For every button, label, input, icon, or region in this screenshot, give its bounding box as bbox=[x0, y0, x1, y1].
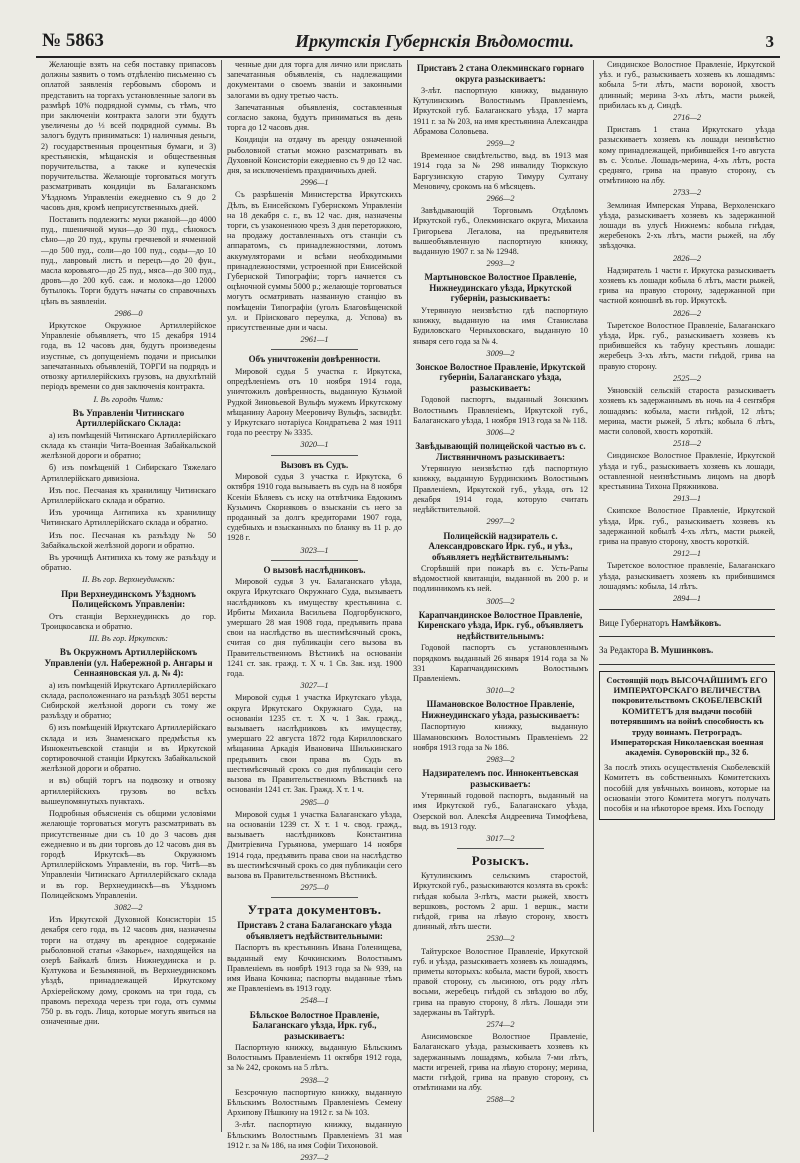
divider bbox=[599, 664, 775, 665]
paragraph: Временное свидѣтельство, выд. въ 1913 мая 1914 года за № 298 инвалиду Тюркскую Баргузинскую старую Тимуру Султану Меновичу, срокомъ на 6 мѣсяцевъ. bbox=[413, 151, 588, 191]
section-heading: Зонское Волостное Правленіе, Иркутской губерніи, Балаганскаго уѣзда, разыскиваетъ: bbox=[415, 361, 586, 393]
paragraph: а) изъ помѣщеній Читинскаго Артиллерійскаго склада къ станціи Чита-Военная Забайкальской желѣзной дороги и обратно; bbox=[41, 430, 216, 461]
paragraph: Годовой паспортъ, выданный Зонскимъ Волостнымъ Правленіемъ, Иркутской губ., Балаганскаго уѣзда, 1 ноября 1913 года за № 118. bbox=[413, 395, 588, 425]
section-title: II. Въ гор. Верхнеудинскѣ: bbox=[82, 575, 175, 585]
issue-number: № 5863 bbox=[42, 30, 104, 51]
notice-number: 3017—2 bbox=[486, 833, 515, 843]
divider bbox=[271, 349, 359, 350]
masthead bbox=[36, 22, 780, 58]
divider bbox=[271, 897, 359, 898]
paragraph: ченные дни для торга для лично или прислать запечатанныя объявленія, съ надлежащими документами о своемъ званіи и законными залогами въ одну третью часть. bbox=[227, 60, 402, 100]
section-heading: О вызовѣ наслѣдниковъ. bbox=[263, 564, 366, 575]
paragraph: Мировой судья 1 участка Балаганскаго уѣзда, на основаніи 1239 ст. X т. 1 ч. свод. гражд., вызываетъ наслѣдниковъ Константина Дмитріевича Гурьянова, умершаго 14 ноября 1914 года, предъявить права свои на наслѣдство въ шестимѣсячный срокъ со дня публикаціи сего вызова въ Правительственномъ Вѣстникѣ. bbox=[227, 809, 402, 880]
section-heading: Завѣдывающій полицейской частью въ с. Листвяничномъ разыскиваетъ: bbox=[415, 441, 586, 462]
notice-number: 2826—2 bbox=[672, 253, 702, 263]
column-4 bbox=[594, 60, 780, 1132]
notice-number: 2733—2 bbox=[672, 188, 702, 198]
paragraph: Утерянный годовой паспортъ, выданный на имя Иркутской губ., Балаганскаго уѣзда, Озерской вол. Алексѣя Андреевича Тимофѣева, выд. въ 1913 году. bbox=[413, 791, 588, 831]
paragraph: Изъ пос. Песчаная къ хранилищу Читинскаго Артиллерійскаго склада и обратно. bbox=[41, 485, 216, 505]
notice-number: 2588—2 bbox=[486, 1095, 515, 1105]
notice-number: 3082—2 bbox=[114, 902, 143, 912]
divider bbox=[271, 455, 359, 456]
notice-number: 2937—2 bbox=[300, 1153, 329, 1163]
notice-number: 2975—0 bbox=[300, 883, 329, 893]
signature-vice-governor bbox=[599, 618, 775, 628]
signature-name: В. Мушинковъ. bbox=[650, 645, 714, 656]
notice-number: 2574—2 bbox=[486, 1020, 515, 1029]
notice-number: 2983—2 bbox=[486, 754, 515, 764]
skobelev-committee-notice bbox=[599, 671, 775, 820]
paragraph: Завѣдывающій Торговымъ Отдѣломъ Иркутской губ., Олекминскаго округа, Михаила Григорьева Легалова, на предъявителя вышеобъявленную паспортную книжку, выданную 1907 г. за № 12948. bbox=[413, 206, 588, 257]
divider bbox=[457, 848, 545, 849]
paragraph: Мировой судья 3 участка г. Иркутска, 6 октября 1910 года вызываетъ въ судъ на 8 ноября Ксеніи Бѣляевъ съ иску на отвѣтчика Евдокимъ Кузьмичъ Скорняковъ о взысканіи съ него за проданный за долгъ кредиторами 1907 года, судебныхъ и взысканныхъ по бланку въ 11 р. до 1928 г. bbox=[227, 472, 402, 543]
paragraph: Надзиратель 1 части г. Иркутска разыскиваетъ хозяевъ къ лошади кобыла 6 лѣтъ, масти рыжей, грива на правую сторону, задержанной при частной конюшнѣ въ гор. Иркутскѣ. bbox=[599, 265, 775, 306]
paragraph: б) изъ помѣщеній 1 Сибирскаго Тяжелаго Артиллерійскаго дивизіона. bbox=[41, 463, 216, 483]
notice-number: 2548—1 bbox=[300, 996, 329, 1006]
paragraph: Землиная Имперская Управа, Верхоленскаго уѣзда, разыскиваетъ хозяевъ къ задержанной лошади въ улусѣ Нижнемъ: кобыла гнѣдая, жеребенокъ 2-хъ лѣтъ, масти рыжей, на лбу звѣздочка. bbox=[599, 200, 775, 251]
divider bbox=[271, 560, 359, 561]
column-2 bbox=[222, 60, 408, 1163]
notice-number: 2912—1 bbox=[672, 549, 702, 559]
notice-number: 2985—0 bbox=[300, 797, 329, 807]
paragraph: Мировой судья 1 участка Иркутскаго уѣзда, округа Иркутскаго Окружнаго Суда, на основаніи 1235 ст. т. X ч. 1 Зак. гражд., вызываетъ наслѣдниковъ къ имуществу, умершаго 22 августа 1872 года Кирилловскаго мѣщанина Аркадія Ивановича Шилькинскаго предъявить свои права въ Судъ въ шестимѣсячный срокъ со дня публикаціи сего вызова въ Правительственномъ Вѣстникѣ на основаніи 1241 ст. Зак. Гражд. X т. 1 ч. bbox=[227, 693, 402, 795]
paragraph: Изъ Иркутской Духовной Консисторіи 15 декабря сего года, въ 12 часовъ дня, назначены торги на отдачу въ арендное содержаніе рыболовной статьи «Закорье», находящейся на озерѣ Байкалѣ близъ Нижнеудинска и р. Култукова и Безымянной, въ Верхнеудинскомъ уѣздѣ, принадлежащей Иркутскому Архіерейскому дому, срокомъ на три года, съ правомъ перехода черезъ три года, отъ суммы 750 р. въ годъ. Лица, которые могутъ явиться на означенные дни. bbox=[41, 915, 216, 1027]
section-heading: Приставъ 2 стана Балаганскаго уѣзда объявляетъ недѣйствительными: bbox=[237, 920, 392, 941]
section-heading: Шамановское Волостное Правленіе, Нижнеудинскаго уѣзда, разыскиваетъ: bbox=[421, 699, 580, 720]
paragraph: Безсрочную паспортную книжку, выданную Бѣльскимъ Волостнымъ Правленіемъ Семену Архипову Пѣшкину на 1912 г. за № 103. bbox=[227, 1087, 402, 1118]
paragraph: Паспортъ въ крестьянинъ Ивана Голенищева, выданный ему Кочкинскимъ Волостнымъ Правленіемъ въ ноябрѣ 1913 года за № 939, на имя Ивана Кочкина; паспорты выданные тѣмъ же Правленіемъ въ 1913 году. bbox=[227, 943, 402, 994]
signature-label: Вице Губернаторъ bbox=[599, 618, 670, 629]
paragraph: Мировой судья 3 уч. Балаганскаго уѣзда, округа Иркутскаго Окружнаго Суда, вызываетъ наслѣдниковъ къ имуществу крестьянина с. Ирбиты Михаила Васильева Подгорбунского, умершаго 28 мая 1908 года, предъявить права свои на наслѣдство въ шестимѣсячный срокъ, считая со дня публикаціи сего вызова въ Правительственномъ Вѣстникѣ на основаніи 1241 ст. зак. гражд. т. X ч. 1 Св. Зак. изд. 1900 года. bbox=[227, 577, 402, 679]
signature-editor bbox=[599, 645, 775, 655]
notice-number: 2913—1 bbox=[672, 494, 702, 504]
paragraph: и въ) общій торгъ на подвозку и отвозку артиллерійскихъ грузовъ во всѣхъ вышеупомянутыхъ пунктахъ. bbox=[41, 776, 216, 806]
paragraph: Поставить подлежитъ: муки ржаной—до 4000 пуд., пшеничной муки—до 30 пуд., сѣнокосъ сѣно—до 20 пуд., крупы гречневой и ячменной—до 500 пуд., соли—до 100 пуд., соды—до 10 пуд., лавровый листъ и перецъ—до 20 фун., масла коровьяго—до 25 пуд., мяса—до 300 пуд., дровъ—до 200 куб. саж. и молока—до 12000 бутылокъ. Торги будутъ начаты со справочныхъ цѣнъ въ заявленіи. bbox=[41, 215, 216, 306]
paragraph: Уяновскій сельскій староста разыскиваетъ хозяевъ къ задержаннымъ въ ночь на 4 сентября лошадямъ: кобыла, масти гнѣдой, 12 лѣтъ; мерина, масти рыжей, 5 лѣтъ; кобыла 6 лѣтъ, масти соловой, хвостъ короткій. bbox=[599, 386, 775, 436]
notice-number: 2938—2 bbox=[300, 1075, 329, 1085]
paragraph: Приставъ 1 стана Иркутскаго уѣзда разыскиваетъ хозяевъ къ лошади неизвѣстно кому принадлежащей, прибившейся 1-го августа въ с. Усолье. Лошадь-мерина, 4-хъ лѣтъ, роста средняго, грива на правую сторону, съ отмѣтиною на лбу. bbox=[599, 125, 775, 186]
section-heading: При Верхнеудинскомъ Уѣздномъ Полицейскомъ Управленіи: bbox=[61, 588, 196, 610]
paragraph: Годовой паспортъ съ установленнымъ порядкомъ выданный 26 января 1914 года за № 331 Карапчандинскимъ Волостнымъ Правленіемъ. bbox=[413, 643, 588, 683]
paragraph: Кондиціи на отдачу въ аренду означенной рыболовной статьи можно разсматривать въ Духовной Консисторіи ежедневно съ 9 до 12 час. дня, за исключеніемъ праздничныхъ дней. bbox=[227, 135, 402, 176]
paragraph: Изъ пос. Песчаная къ разъѣзду № 50 Забайкальской желѣзной дороги и обратно. bbox=[41, 530, 216, 550]
paragraph: а) изъ помѣщеній Иркутскаго Артиллерійскаго склада, расположеннаго на разъѣздѣ 3051 версты Сибирской желѣзной дороги съ тому же разъѣзду и обратно; bbox=[41, 680, 216, 721]
section-heading: Объ уничтоженіи довѣренности. bbox=[248, 354, 381, 365]
notice-number: 3006—2 bbox=[486, 428, 515, 438]
section-title: III. Въ гор. Иркутскѣ: bbox=[88, 633, 169, 643]
column-1 bbox=[36, 60, 222, 1132]
notice-number: 3023—1 bbox=[300, 545, 329, 555]
signature-label: За Редактора bbox=[599, 645, 649, 656]
section-heading: Въ Управленіи Читинскаго Артиллерійскаго Склада: bbox=[72, 407, 185, 429]
paragraph: 3-лѣт. паспортную книжку, выданную Кутулинскимъ Волостнымъ Правленіемъ, Иркутской губ. Балаганскаго уѣзда, 17 марта 1911 г. за № 203, на имя крестьянина Александра Абрамова Соловьева. bbox=[413, 86, 588, 136]
paragraph: Сгорѣвшій при пожарѣ въ с. Усть-Рапы вѣдомостной квитанціи, выданной въ 200 р. и подлинникомъ къ ней. bbox=[413, 564, 588, 594]
section-heading: Вызовъ въ Судъ. bbox=[280, 459, 349, 470]
paragraph: Паспортную книжку, выданную Шамановскимъ Волостнымъ Правленіемъ 22 ноября 1913 года за № 186. bbox=[413, 722, 588, 752]
notice-number: 2986—0 bbox=[114, 308, 143, 318]
notice-number: 2716—2 bbox=[672, 113, 702, 123]
paragraph: Синдинское Волостное Правленіе, Иркутской уѣзда и губ., разыскиваетъ хозяевъ къ лошади, оставленной неизвѣстнымъ лицомъ на дворѣ крестьянина Тихона Пряжникова. bbox=[599, 451, 775, 491]
paragraph: Тайтурское Волостное Правленіе, Иркутской губ. и уѣзда, разыскиваетъ хозяевъ къ лошадямъ, приметы которыхъ: кобыла, масти бурой, хвостъ правой сторону, съ лысиною, отъ роду лѣтъ восьми, жеребецъ гнѣдой съ звѣздою во лбу, грива на правую сторону, 8 лѣтъ. Лошади эти задержаны въ Тайтурѣ. bbox=[413, 946, 588, 1017]
notice-number: 2518—2 bbox=[672, 439, 702, 449]
paragraph: Тыретское Волостное Правленіе, Балаганскаго уѣзда, Ирк. губ., разыскиваетъ хозяевъ къ прибившейся къ табуну крестьянъ лошади: жеребецъ 3-хъ лѣтъ, масти гнѣдой, грива на правую сторону. bbox=[599, 320, 775, 371]
notice-number: 2525—2 bbox=[672, 373, 702, 383]
paragraph: Въ урочищѣ Антипиха къ тому же разъѣзду и обратно. bbox=[41, 552, 216, 573]
section-heading: Полицейскій надзиратель с. Александровскаго Ирк. губ., и уѣз., объявляетъ недѣйствительнымъ: bbox=[428, 530, 573, 562]
notice-number: 2993—2 bbox=[486, 259, 515, 269]
section-heading-large: Утрата документовъ. bbox=[247, 902, 382, 918]
paragraph: Желающіе взять на себя поставку припасовъ должны заявить о томъ отдѣленію письменно съ оплатой заявленія гербовымъ сборомъ и представить на торгахъ установленные залоги въ размѣрѣ 10% подрядной суммы, съ тѣмъ, что при заключеніи контракта залоги эти будутъ увеличены до ⅓ всей подрядной суммы. Въ залогъ будутъ приниматься: 1) наличныя деньги, 2) государственныя процентныя бумаги, и 3) крестьянскія, мѣщанскія и общественныя поручительства, а также и купеческія поручительства. Желающіе торговаться могутъ разсматривать кондиціи въ Балаганскомъ Уѣздномъ Управленіи ежедневно съ 9 до 2 часовъ дня, кромѣ неприсутственныхъ дней. bbox=[41, 60, 216, 212]
divider bbox=[599, 636, 775, 637]
paragraph: Изъ урочища Антипиха къ хранилищу Читинскаго Артиллерійскаго склада и обратно. bbox=[41, 508, 216, 528]
notice-text: За послѣ этихъ осуществленія Скобелевскій Комитетъ въ собственныхъ Комитетскихъ пособій для увѣчныхъ воиновъ, которые на основаніи этого Комитета могутъ получать пособія и на нѣкоторое время. Ихъ Господу bbox=[604, 761, 770, 814]
paragraph: Кутулинскимъ сельскимъ старостой, Иркутской губ., разыскиваются козлята въ срокѣ: гнѣдая кобыла 3-лѣтъ, масти рыжей, хвостъ вершковъ, ростомъ 2 арш. 1 вершк., масти гнѣдой, грива на лѣвую сторону, хвостъ длинный, лѣтъ шести. bbox=[413, 871, 588, 932]
notice-number: 3020—1 bbox=[300, 440, 329, 450]
paragraph: Скипское Волостное Правленіе, Иркутской уѣзда, Ирк. губ., разыскиваетъ хозяевъ къ задержанной кобылѣ 4-хъ лѣтъ, масти рыжей, грива на правую сторону, хвостъ короткій. bbox=[599, 506, 775, 546]
section-heading: Надзирателемъ пос. Иннокентьевская разыскиваетъ: bbox=[422, 768, 579, 789]
paragraph: Тыретское волостное правленіе, Балаганскаго уѣзда, разыскиваетъ хозяевъ къ прибившимся лошадямъ: кобыла, 14 лѣтъ. bbox=[599, 561, 775, 591]
paragraph: Мировой судья 5 участка г. Иркутска, опредѣленіемъ отъ 10 ноября 1914 года, уничтожилъ довѣренность, выданную Кузьмой Рудкой Зиновьевой Вульфъ мужемъ Иркутскому мѣщанину Аарону Мееровичу Вульфъ, засвидѣт. у Иркутскаго нотаріуса Кондратьева 2 мая 1911 года по реестру № 3335. bbox=[227, 366, 402, 438]
column-3 bbox=[408, 60, 594, 1132]
section-heading: Въ Окружномъ Артиллерійскомъ Управленіи (ул. Набережной р. Ангары и Сеннаяновская ул. д. № 4): bbox=[44, 647, 213, 679]
paragraph: Утерянную неизвѣстно гдѣ паспортную книжку, выданную на имя Станислава Будиловскаго Черныховскаго, выданную 10 января сего года за № 4. bbox=[413, 305, 588, 346]
paragraph: Анисимовское Волостное Правленіе, Балаганскаго уѣзда, разыскиваетъ хозяевъ къ задержаннымъ лошадямъ, кобыла 7-ми лѣтъ, масти игреней, грива на лѣвую сторону; мерина, масти гнѣдой, грива на правую сторону, съ отмѣтинами на лбу. bbox=[413, 1032, 588, 1093]
section-heading: Бѣльское Волостное Правленіе, Балаганскаго уѣзда, Ирк. губ., разыскиваетъ: bbox=[249, 1009, 380, 1041]
paragraph: Отъ станціи Верхнеудинскъ до гор. Троицкосавска и обратно. bbox=[41, 611, 216, 631]
paragraph: Подробныя объясненія съ общими условіями желающіе торговаться могутъ разсматривать въ присутственные дни съ 10 до 3 часовъ дня ежедневно и въ дни торговъ до 12 часовъ дня въ городѣ Иркутскѣ—въ Окружномъ Артиллерійскомъ Управленіи, въ гор. Читѣ—въ Управленіи Читинскаго Артиллерійскаго склада и въ гор. Верхнеудинскѣ—въ Уѣздномъ Полицейскомъ Управленіи. bbox=[41, 809, 216, 900]
notice-number: 3010—2 bbox=[486, 686, 515, 696]
paragraph: Съ разрѣшенія Министерства Иркутскихъ Дѣлъ, въ Енисейскомъ Губернскомъ Управленіи на 18 декабря с. г., въ 12 час. дня, назначены торги, съ узаконенною чрезъ 3 дня переторжкою, на продажу доставленныхъ отъ станціи съ аппаратомъ, съ принадлежностями, лотомъ аккумуляторами и всѣми необходимыми принадлежностями, устроенной при Енисейской Губернской Типографіи; торгъ начнется съ оцѣночной суммы 5000 р.; желающіе торговаться могутъ осматривать названную станцію въ помѣщеніи Типографіи (уголъ Благовѣщенской ул. и Пріисковаго переулка, д. Успова) въ присутственные дни и часы. bbox=[227, 190, 402, 333]
section-heading-large: Розыскъ. bbox=[471, 853, 530, 869]
notice-number: 2959—2 bbox=[486, 139, 515, 149]
notice-number: 2961—1 bbox=[300, 335, 329, 345]
divider bbox=[599, 609, 775, 610]
notice-number: 3027—1 bbox=[300, 681, 329, 691]
notice-number: 2530—2 bbox=[486, 934, 515, 944]
paragraph: Иркутское Окружное Артиллерійское Управленіе объявляетъ, что 15 декабря 1914 года, въ 12 часовъ дня, будутъ произведены изустные, съ допущеніемъ подачи и присылки запечатанныхъ объявленій, ТОРГИ на подрядъ и отвозку артиллерійскихъ грузовъ, на двухлѣтній періодъ времени со дня заключенія контракта. bbox=[41, 321, 216, 392]
notice-number: 2966—2 bbox=[486, 194, 515, 204]
signature-name: Намѣйковъ. bbox=[671, 618, 722, 629]
notice-number: 2826—2 bbox=[672, 308, 702, 318]
paragraph: Паспортную книжку, выданную Бѣльскимъ Волостнымъ Правленіемъ 11 октября 1912 года, за № 242, срокомъ на 5 лѣтъ. bbox=[227, 1043, 402, 1073]
notice-number: 3009—2 bbox=[486, 348, 515, 358]
paragraph: б) изъ помѣщеній Иркутскаго Артиллерійскаго склада и изъ Знаменскаго предмѣстья къ Иннокентьевской станціи и въ Иркутской сортировочной станціи Иркутскъ Забайкальской желѣзной дороги и обратно. bbox=[41, 723, 216, 774]
section-title: I. Въ городѣ Читѣ: bbox=[93, 394, 164, 404]
paragraph: Утерянную неизвѣстно гдѣ паспортную книжку, выданную Бурдинскимъ Волостнымъ Правленіемъ, Иркутской губ., уѣзда, отъ 12 декабря 1914 года, которую считать недѣйствительной. bbox=[413, 464, 588, 515]
columns bbox=[36, 60, 780, 1163]
notice-number: 2996—1 bbox=[300, 178, 329, 188]
notice-number: 2997—2 bbox=[486, 517, 515, 527]
section-heading: Мартыновское Волостное Правленіе, Нижнеудинскаго уѣзда, Иркутской губерніи, разыскиваетъ: bbox=[424, 272, 577, 304]
section-heading: Приставъ 2 стана Олекминскаго горнаго округа разыскиваетъ: bbox=[416, 63, 585, 84]
newspaper-title: Иркутскія Губернскія Вѣдомости. bbox=[295, 31, 575, 51]
paragraph: Синдинское Волостное Правленіе, Иркутской уѣз. и губ., разыскиваетъ хозяевъ къ лошадямъ: кобыла 5-ти лѣтъ, масти вороной, хвостъ длинный; мерина 3-хъ лѣтъ, масти рыжей, прибилась къ д. Синдѣ. bbox=[599, 60, 775, 110]
notice-title: Состоящій подъ ВЫСОЧАЙШИМЪ ЕГО ИМПЕРАТОРСКАГО ВЕЛИЧЕСТВА покровительствомъ СКОБЕЛЕВСКІЙ КОМИТЕТЪ для выдачи пособій потерявшимъ на войнѣ способность къ труду воинамъ. Петроградъ. Императорская Николаевская военная академія. Суворовскій пр., 32 б. bbox=[606, 674, 768, 758]
page-number: 3 bbox=[765, 32, 774, 51]
paragraph: Запечатанныя объявленія, составленныя согласно закона, будутъ приниматься въ день торга до 12 часовъ дня. bbox=[227, 102, 402, 133]
section-heading: Карапчандинское Волостное Правленіе, Киренскаго уѣзда, Ирк. губ., объявляетъ недѣйствительнымъ: bbox=[417, 609, 584, 641]
paragraph: 3-лѣт. паспортную книжку, выданную Бѣльскимъ Волостнымъ Правленіемъ 31 мая 1912 г. за № 186, на имя Софіи Тихоновой. bbox=[227, 1120, 402, 1150]
newspaper-page bbox=[36, 22, 780, 1163]
notice-number: 2894—1 bbox=[672, 593, 702, 603]
notice-number: 3005—2 bbox=[486, 596, 515, 606]
